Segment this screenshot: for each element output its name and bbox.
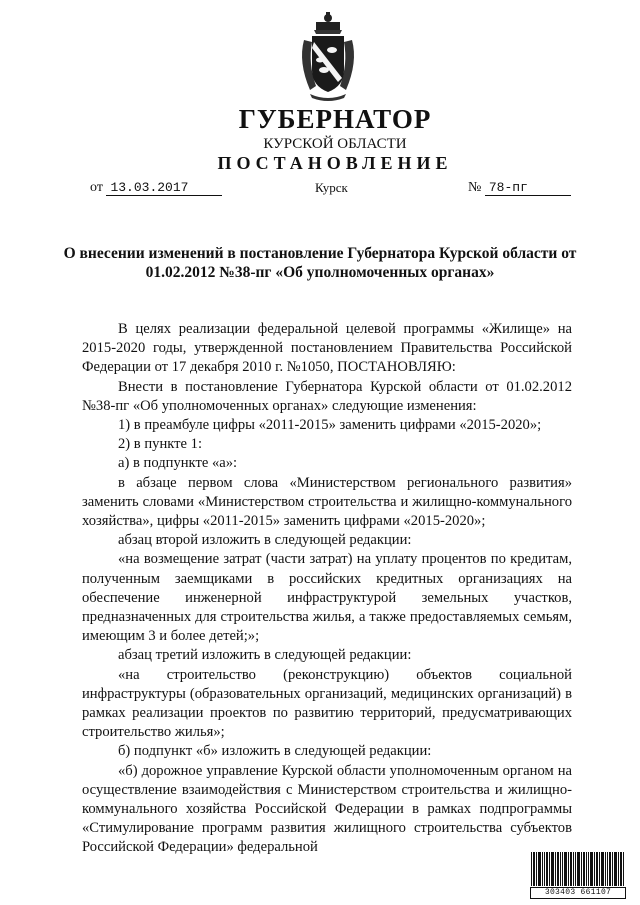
- document-number: 78-пг: [485, 180, 571, 196]
- paragraph: 1) в преамбуле цифры «2011-2015» заменить цифрами «2015-2020»;: [118, 417, 542, 434]
- issuer-region: КУРСКОЙ ОБЛАСТИ: [263, 136, 407, 152]
- paragraph: а) в подпункте «а»:: [118, 455, 238, 472]
- paragraph: в абзаце первом слова «Министерством регионального развития» заменить словами «Министерством строительства и жилищно-коммунального хозяйства», цифры «2011-2015» заменить цифрами «2015-2020»;: [82, 474, 572, 530]
- document-type: ПОСТАНОВЛЕНИЕ: [217, 153, 453, 173]
- document-body: [82, 320, 572, 858]
- barcode-icon: [530, 852, 626, 886]
- document-subject: О внесении изменений в постановление Губернатора Курской области от 01.02.2012 №38-пг «Об уполномоченных органах»: [63, 245, 577, 281]
- paragraph: «на возмещение затрат (части затрат) на уплату процентов по кредитам, полученным заемщиками в российских кредитных организациях на обеспечение инженерной инфраструктурой земельных участков, предназначенных для строительства жилья, а также предоставляемых семьям, имеющим 3 и более детей;»;: [82, 551, 572, 645]
- document-date-field: [90, 180, 222, 196]
- paragraph: В целях реализации федеральной целевой программы «Жилище» на 2015-2020 годы, утвержденной постановлением Правительства Российской Федерации от 17 декабря 2010 г. №1050, ПОСТАНОВЛЯЮ:: [82, 321, 572, 376]
- date-prefix: от: [90, 180, 103, 195]
- document-date: 13.03.2017: [106, 180, 222, 196]
- document-number-field: [468, 180, 571, 196]
- paragraph: абзац третий изложить в следующей редакции:: [118, 647, 412, 664]
- barcode-number: 303403 661107: [530, 887, 626, 899]
- coat-of-arms-icon: [296, 12, 360, 104]
- paragraph: «б) дорожное управление Курской области уполномоченным органом на осуществление взаимодействия с Министерством строительства и жилищно-коммунального хозяйства Российской Федерации в рамках подпрограммы «Стимулирование программ развития жилищного строительства субъектов Российской Федерации» федеральной: [82, 762, 572, 856]
- issuer-title: ГУБЕРНАТОР: [238, 104, 432, 134]
- barcode: [530, 852, 626, 898]
- number-prefix: №: [468, 180, 482, 195]
- paragraph: «на строительство (реконструкцию) объектов социальной инфраструктуры (образовательных организаций, медицинских организаций) в рамках реализации проектов по развитию территорий, предусматривающих строительство жилья»;: [82, 666, 572, 741]
- paragraph: 2) в пункте 1:: [118, 436, 203, 453]
- paragraph: Внести в постановление Губернатора Курской области от 01.02.2012 №38-пг «Об уполномоченных органах» следующие изменения:: [82, 378, 572, 414]
- paragraph: б) подпункт «б» изложить в следующей редакции:: [118, 743, 432, 760]
- paragraph: абзац второй изложить в следующей редакции:: [118, 532, 412, 549]
- document-city: Курск: [315, 180, 348, 195]
